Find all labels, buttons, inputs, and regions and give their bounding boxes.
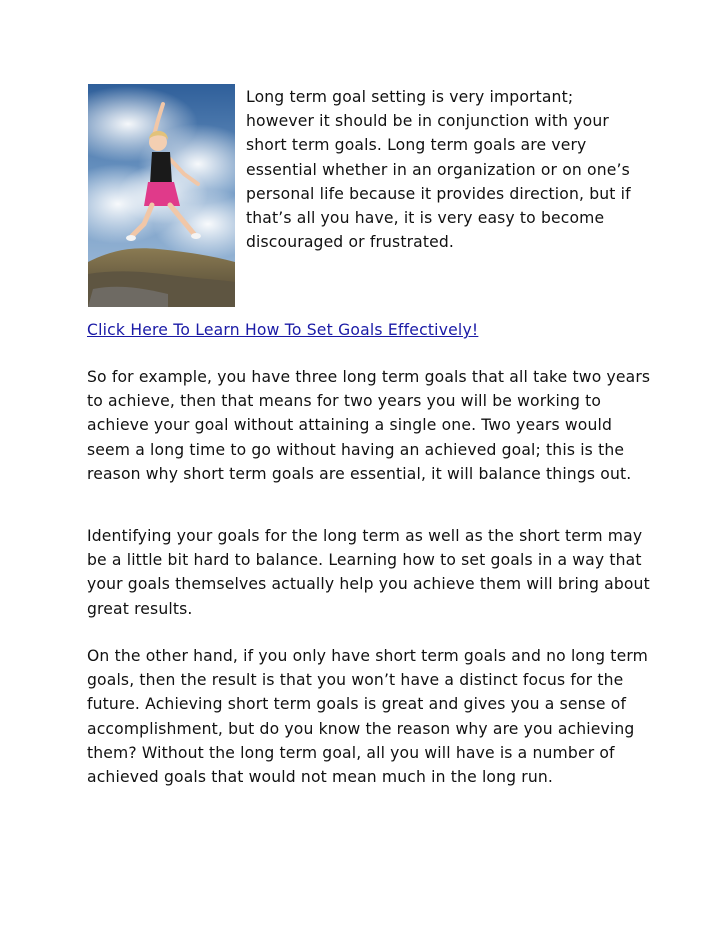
body-paragraph-1: So for example, you have three long term goals that all take two years to achieve, then that means for two years you will be working to achieve your goal without attaining a single one. Two years would seem a long time to go without having an achieved goal; this is the reason why short term goals are essential, it will balance things out. <box>87 368 651 483</box>
girl-jumping-photo <box>88 84 235 307</box>
learn-goals-link[interactable]: Click Here To Learn How To Set Goals Effectively! <box>87 321 479 339</box>
intro-paragraph: Long term goal setting is very important; however it should be in conjunction with your short term goals. Long term goals are very essential whether in an organization or on one’s personal life because it provides direction, but if that’s all you have, it is very easy to become discouraged or frustrated. <box>246 88 631 252</box>
body-paragraph-3: On the other hand, if you only have short term goals and no long term goals, then the result is that you won’t have a distinct focus for the future. Achieving short term goals is great and gives you a sense of accomplishment, but do you know the reason why are you achieving them? Without the long term goal, all you will have is a number of achieved goals that would not mean much in the long run. <box>87 647 648 787</box>
photo-illustration <box>88 84 235 307</box>
body-paragraph-2: Identifying your goals for the long term as well as the short term may be a little bit hard to balance. Learning how to set goals in a way that your goals themselves actually help you achieve them will bring about great results. <box>87 527 650 618</box>
